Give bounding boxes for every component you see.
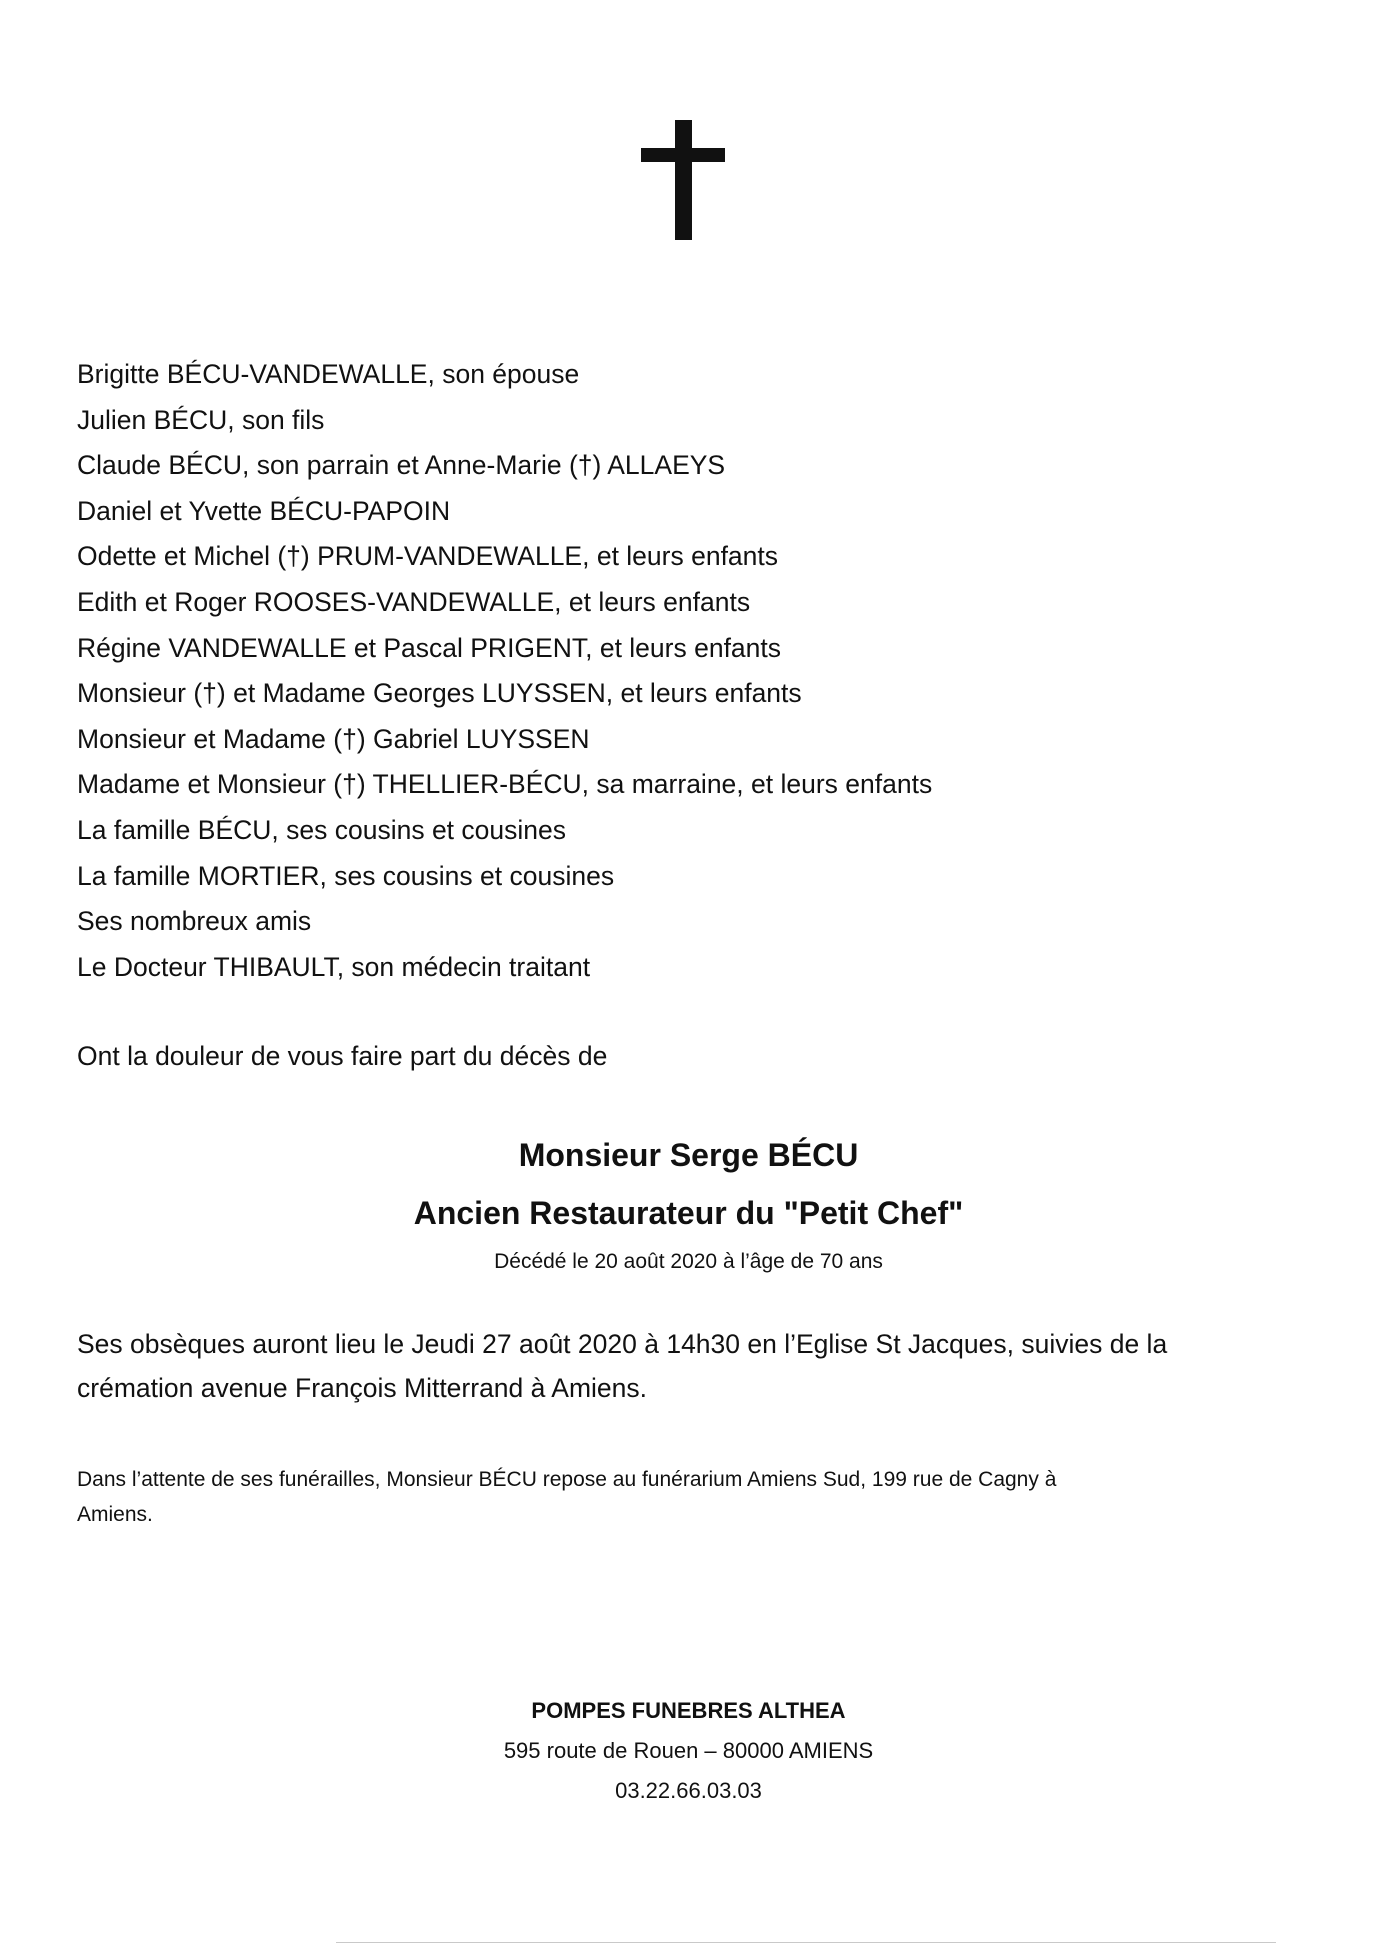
- family-line: Madame et Monsieur (†) THELLIER-BÉCU, sa marraine, et leurs enfants: [77, 769, 933, 800]
- announcement-intro: Ont la douleur de vous faire part du décès de: [77, 1041, 608, 1071]
- family-line: Edith et Roger ROOSES-VANDEWALLE, et leurs enfants: [77, 586, 751, 617]
- funeral-details-line: crémation avenue François Mitterrand à Amiens.: [77, 1373, 648, 1403]
- deceased-name: Monsieur Serge BÉCU: [518, 1137, 859, 1173]
- cross-icon: [641, 120, 725, 240]
- cross-horizontal-bar: [641, 148, 725, 162]
- family-line: Odette et Michel (†) PRUM-VANDEWALLE, et leurs enfants: [77, 541, 779, 572]
- funeral-home-phone: 03.22.66.03.03: [615, 1778, 762, 1803]
- family-line: Ses nombreux amis: [77, 906, 312, 937]
- funeral-home-name: POMPES FUNEBRES ALTHEA: [531, 1698, 846, 1723]
- funeral-details: [77, 1322, 1277, 1410]
- family-line: Régine VANDEWALLE et Pascal PRIGENT, et leurs enfants: [77, 632, 782, 663]
- family-line: Claude BÉCU, son parrain et Anne-Marie (†) ALLAEYS: [77, 450, 726, 481]
- family-list: [77, 352, 1277, 990]
- death-date-line: Décédé le 20 août 2020 à l’âge de 70 ans: [494, 1250, 883, 1273]
- repose-details-line: Amiens.: [77, 1503, 153, 1526]
- cross-vertical-bar: [675, 120, 692, 240]
- family-line: Le Docteur THIBAULT, son médecin traitant: [77, 951, 591, 982]
- family-line: Julien BÉCU, son fils: [77, 404, 325, 435]
- family-line: Monsieur (†) et Madame Georges LUYSSEN, et leurs enfants: [77, 678, 802, 709]
- funeral-home-address: 595 route de Rouen – 80000 AMIENS: [503, 1738, 874, 1763]
- family-line: La famille BÉCU, ses cousins et cousines: [77, 814, 566, 845]
- scan-edge-line: [336, 1942, 1276, 1943]
- repose-details-line: Dans l’attente de ses funérailles, Monsieur BÉCU repose au funérarium Amiens Sud, 199 rue de Cagny à: [77, 1468, 1057, 1491]
- deceased-title: Ancien Restaurateur du "Petit Chef": [413, 1195, 964, 1231]
- family-line: Daniel et Yvette BÉCU-PAPOIN: [77, 495, 451, 526]
- family-line: Brigitte BÉCU-VANDEWALLE, son épouse: [77, 359, 580, 389]
- family-line: La famille MORTIER, ses cousins et cousines: [77, 860, 615, 891]
- repose-details: [77, 1462, 1277, 1532]
- family-line: Monsieur et Madame (†) Gabriel LUYSSEN: [77, 723, 590, 754]
- funeral-details-line: Ses obsèques auront lieu le Jeudi 27 août 2020 à 14h30 en l’Eglise St Jacques, suivies de la: [77, 1329, 1168, 1359]
